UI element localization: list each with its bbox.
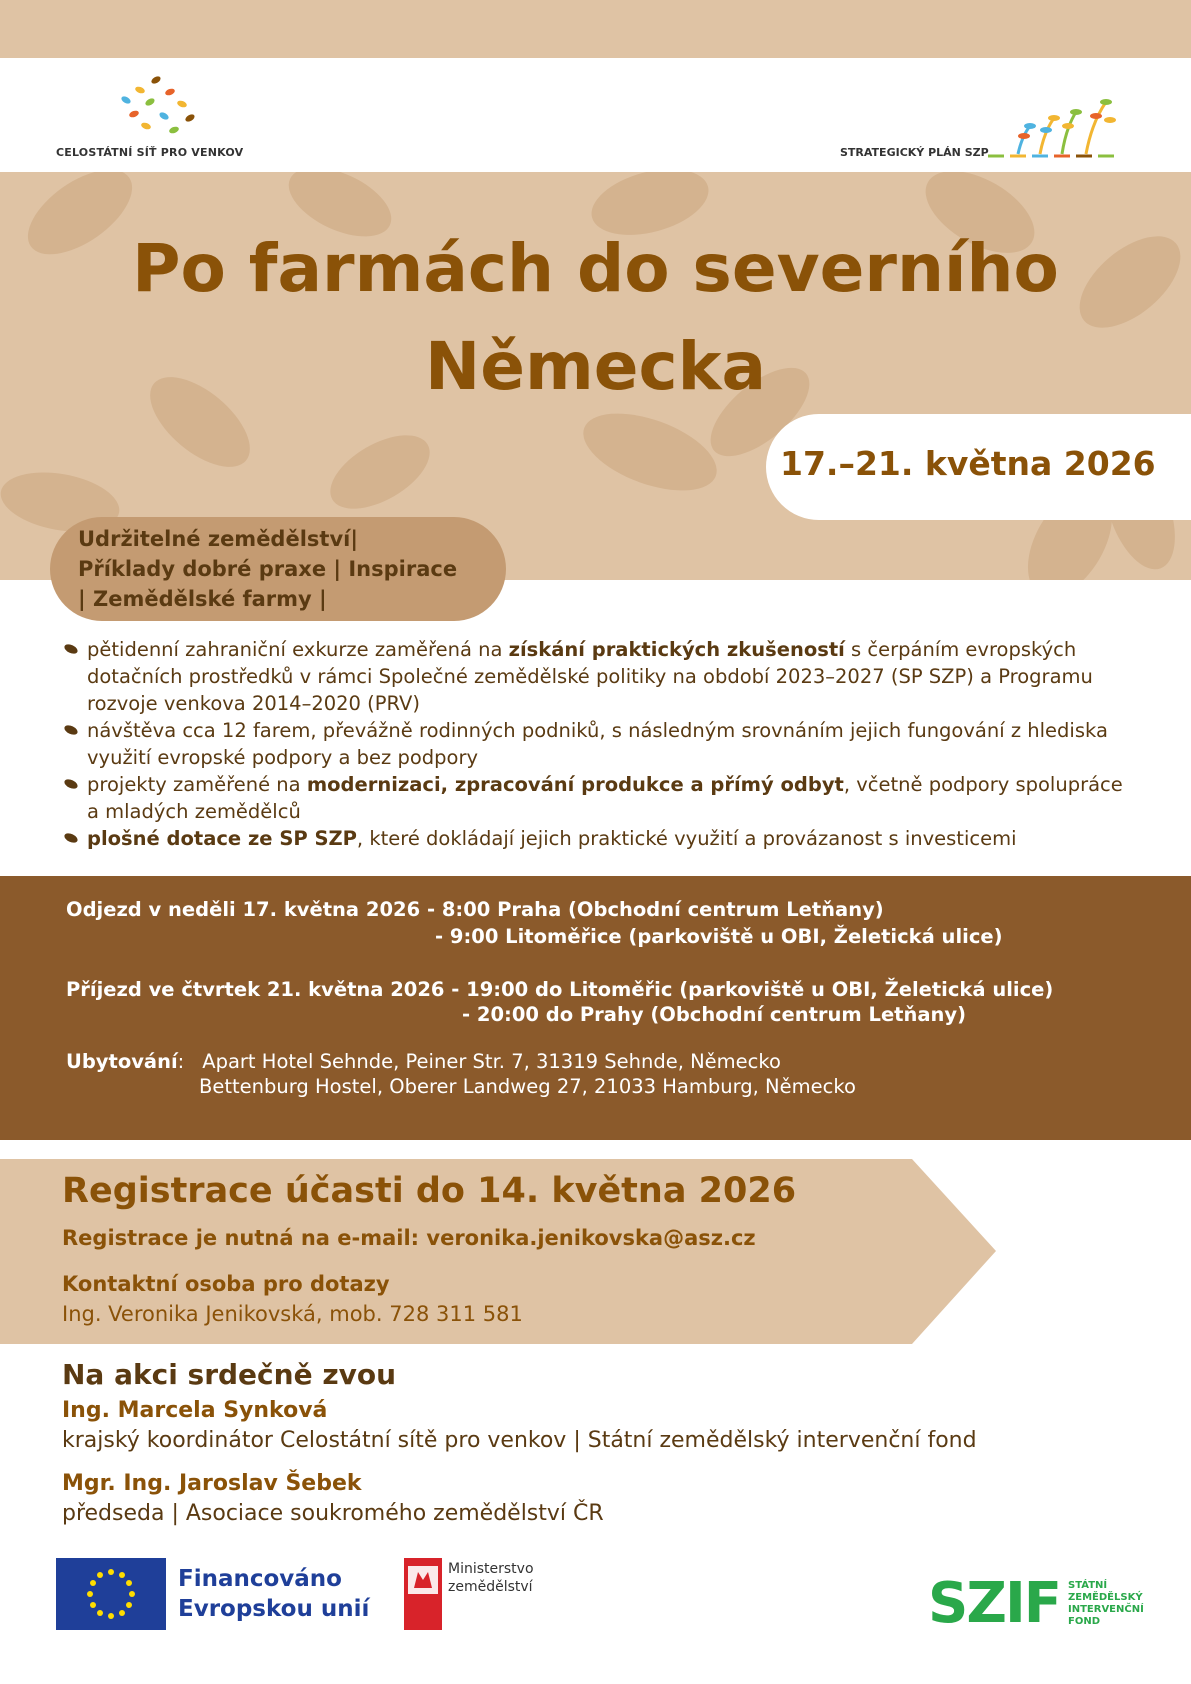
invite-title: Na akci srdečně zvou — [62, 1358, 397, 1391]
travel-info-band — [0, 876, 1191, 1140]
bullet-text: rozvoje venkova 2014–2020 (PRV) — [87, 692, 420, 715]
eu-funding-line-1: Financováno — [178, 1566, 342, 1592]
szif-logo: SZIF — [928, 1571, 1061, 1636]
sp-szp-logo — [840, 96, 1140, 166]
registration-email: Registrace je nutná na e-mail: veronika.jenikovska@asz.cz — [62, 1226, 756, 1250]
szif-sub-line: INTERVENČNÍ — [1068, 1604, 1144, 1615]
date-text: 17.–21. května 2026 — [780, 444, 1156, 483]
accommodation-label: Ubytování — [66, 1050, 178, 1073]
person-2-name: Mgr. Ing. Jaroslav Šebek — [62, 1471, 362, 1496]
ministry-line-2: zemědělství — [448, 1579, 533, 1595]
szif-sub-line: STÁTNÍ — [1068, 1580, 1108, 1591]
leaf-bullet-icon — [64, 833, 78, 843]
topic-tags — [50, 517, 506, 621]
bullet-text: , které dokládají jejich praktické využití a provázanost s investicemi — [356, 827, 1017, 850]
sp-szp-logo-label: STRATEGICKÝ PLÁN SZP — [840, 146, 989, 159]
tree-logo-icon — [56, 72, 236, 144]
date-badge — [766, 414, 1191, 520]
szif-sub-line: FOND — [1068, 1616, 1101, 1627]
tag-line-3: | Zemědělské farmy | — [78, 587, 327, 611]
list-item — [62, 717, 1172, 771]
bullet-text: dotačních prostředků v rámci Společné zemědělské politiky na období 2023–2027 (SP SZP) a Programu — [87, 665, 1093, 688]
registration-title: Registrace účasti do 14. května 2026 — [62, 1171, 797, 1211]
csv-logo — [56, 72, 244, 162]
departure-line-2: - 9:00 Litoměřice (parkoviště u OBI, Želetická ulice) — [435, 925, 1003, 948]
bullet-text: pětidenní zahraniční exkurze zaměřená na — [87, 638, 509, 661]
ministry-emblem-icon — [404, 1558, 442, 1630]
leaf-bullet-icon — [64, 725, 78, 735]
eu-flag-icon — [56, 1558, 166, 1630]
ministry-line-1: Ministerstvo — [448, 1561, 534, 1577]
person-1-role: krajský koordinátor Celostátní sítě pro venkov | Státní zemědělský intervenční fond — [62, 1428, 977, 1453]
top-band — [0, 0, 1191, 58]
eu-funding-line-2: Evropskou unií — [178, 1596, 370, 1622]
leaf-bullet-icon — [64, 644, 78, 654]
leaf-bullet-icon — [64, 779, 78, 789]
bullet-text: , včetně podpory spolupráce — [843, 773, 1123, 796]
bullet-text: a mladých zemědělců — [87, 800, 301, 823]
bullet-text: s čerpáním evropských — [844, 638, 1077, 661]
person-2-role: předseda | Asociace soukromého zemědělství ČR — [62, 1501, 604, 1526]
eu-funding-label — [178, 1564, 369, 1624]
accommodation-value-1: Apart Hotel Sehnde, Peiner Str. 7, 31319 Sehnde, Německo — [202, 1050, 781, 1073]
accommodation-line-2: Bettenburg Hostel, Oberer Landweg 27, 21033 Hamburg, Německo — [199, 1075, 856, 1098]
arrival-line-2: - 20:00 do Prahy (Obchodní centrum Letňany) — [462, 1003, 967, 1026]
bullet-emphasis: získání praktických zkušeností — [508, 638, 845, 661]
tag-line-2: Příklady dobré praxe | Inspirace — [78, 557, 458, 581]
szif-logo-subtitle — [1068, 1580, 1144, 1628]
szif-sub-line: ZEMĚDĚLSKÝ — [1068, 1592, 1143, 1603]
bullet-text: návštěva cca 12 farem, převážně rodinných podniků, s následným srovnáním jejich fungování z hlediska — [87, 719, 1108, 742]
contact-value: Ing. Veronika Jenikovská, mob. 728 311 581 — [62, 1302, 523, 1326]
title-line-1: Po farmách do severního — [132, 230, 1059, 307]
ministry-label — [448, 1560, 534, 1596]
accommodation-colon: : — [177, 1050, 185, 1073]
tag-line-1: Udržitelné zemědělství| — [78, 527, 359, 551]
title-line-2: Německa — [424, 328, 767, 405]
arrival-line-1: Příjezd ve čtvrtek 21. května 2026 - 19:00 do Litoměřic (parkoviště u OBI, Želetická ulice) — [66, 978, 1054, 1001]
departure-line-1: Odjezd v neděli 17. května 2026 - 8:00 Praha (Obchodní centrum Letňany) — [66, 898, 884, 921]
bullet-text: využití evropské podpory a bez podpory — [87, 746, 478, 769]
bullet-emphasis: modernizaci, zpracování produkce a přímý odbyt — [306, 773, 844, 796]
feature-list — [62, 636, 1172, 852]
page-title — [0, 220, 1191, 416]
bullet-text: projekty zaměřené na — [87, 773, 307, 796]
list-item — [62, 636, 1172, 717]
bullet-emphasis: plošné dotace ze SP SZP — [87, 827, 357, 850]
accommodation-line-1 — [66, 1050, 781, 1073]
contact-label: Kontaktní osoba pro dotazy — [62, 1272, 390, 1296]
list-item — [62, 825, 1172, 852]
person-1-name: Ing. Marcela Synková — [62, 1398, 328, 1423]
list-item — [62, 771, 1172, 825]
csv-logo-label: CELOSTÁTNÍ SÍŤ PRO VENKOV — [56, 146, 244, 159]
